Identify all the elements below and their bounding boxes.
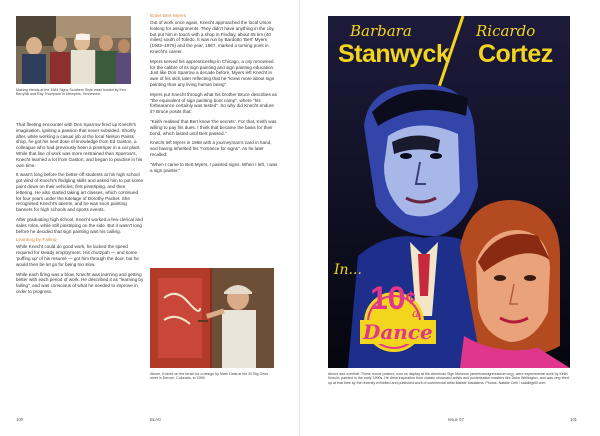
paragraph: That fleeting encounter with Don Sparrow fired up Knecht's imagination, igniting a passion that never subsided. Shortly after, while working a casual job at the local Nelson Paints shop, he got his next dose of knowledge from Ed Gaston, a colleague who had previously been a pinstriper in a car plant. While that line of work was more restrained than Sparrow's, Knecht learned a lot from Gaston, and began to practise in his own time. bbox=[16, 122, 143, 168]
column-2-text bbox=[150, 14, 278, 177]
right-page bbox=[300, 0, 600, 436]
poster-ten-number: 10 bbox=[370, 280, 406, 316]
crowd-photo bbox=[16, 16, 131, 84]
bottom-photo-caption: Above, Knecht on the brush for a design by Mark Oatis at the 20 Big Ones meet in Denver, Colorado, in 1995. bbox=[150, 372, 269, 381]
enter-bert-myers-heading: Enter Bert Myers bbox=[150, 14, 186, 19]
paragraph: Out of work once again, Knecht approached the local Union looking for assignments. They didn't have anything in the city, but put him in touch with a shop in Findlay, about 65 km (40 miles) south of Toledo. It was run by Bardotto 'Bert' Myers (1902–1975) and the year, 1967, marked a turning point in Knecht's career. bbox=[150, 20, 275, 54]
poster-dance-word: Dance bbox=[360, 320, 436, 344]
quote-paragraph: "When I came to Bert Myers, I painted signs. When I left, I was a sign painter." bbox=[150, 161, 278, 173]
paragraph: Knecht left Myers in 1968 with a journeyman's card in hand, and having inherited his "romance for signs". As he later recalled: bbox=[150, 140, 272, 157]
poster-name-2-first: Ricardo bbox=[476, 22, 536, 40]
painter-photo bbox=[150, 268, 274, 368]
poster-name-1-first: Barbara bbox=[350, 22, 412, 40]
poster-tagline-in: In... bbox=[334, 262, 362, 278]
poster-ten bbox=[370, 282, 416, 314]
page-number-left: 100 bbox=[16, 417, 23, 422]
poster-cent-symbol: ¢ bbox=[405, 288, 416, 308]
movie-poster bbox=[328, 16, 570, 368]
top-photo-caption: Making friends at the 1984 Signs Southern Style meet hosted by Ken Berryhill and Ray Thompson in Memphis, Tennessee. bbox=[16, 88, 126, 97]
learning-by-failing-heading: Learning by Failing bbox=[16, 238, 57, 244]
column-1-text bbox=[16, 122, 144, 299]
paragraph: Myers put Knecht through what his brother Bruce describes as "the equivalent of sign painting boot camp", where "his forbearance certainly was tested". So why did Knecht endure it? Bruce posits that: bbox=[150, 91, 277, 115]
poster-caption: Above and overleaf: These movie posters, now on display at the American Sign Museum (americansignmuseum.org), were experimental work by Keith Knecht, painted in the early 1990s. He drew inspiration from classic showcard artists and posterisation masters like Duke Wellington, and was very fired up at that time by the recently exhibited and published work of commercial artist Batiste Madalena. Photos: Natalie Celli / nataliegrilli.com bbox=[328, 372, 569, 385]
paragraph: After graduating high school, Knecht worked a few clerical and sales roles, while still pinstriping on the side. But it wasn't long before he decided that sign painting was his calling. bbox=[16, 216, 143, 234]
poster-a-word: a bbox=[412, 306, 420, 320]
page-number-right: 101 bbox=[570, 417, 577, 422]
paragraph: Myers served his apprenticeship in Chicago, a city renowned for the calibre of its sign painting and sign painting education. Just like Don Sparrow a decade before, Myers left Knecht in awe of his skill, later reflecting that he "knew more about sign painting than any living human being". bbox=[150, 58, 275, 87]
poster-name-1-last: Stanwyck bbox=[338, 40, 450, 68]
paragraph: While Knecht could do good work, he lacked the speed required for steady employment. His chutzpah — and some 'puffing up' of his resumé — got him through the door, but he would then be let go for being too slow. bbox=[16, 244, 139, 267]
paragraph: While each firing was a blow, Knecht was learning and getting better with each period of work. He described it as "learning by failing", and was conscious of what he needed to improve in order to progress. bbox=[16, 271, 144, 294]
quote-paragraph: "Keith realised that Bert knew 'the secrets'. For that, Keith was willing to pay his dues. I think that became the basis for their bond, which lasted until Bert passed." bbox=[150, 118, 277, 136]
paragraph: It wasn't long before the better-off students at his high school got wind of Knecht's fledgling skills and asked him to put some paint down on their vehicles; first pinstriping, and then lettering. He also started taking art classes, which continued for four years under the tutelage of Dorothy Packer. She recognised Knecht's talents, and he was soon painting banners for high schools and sports events. bbox=[16, 172, 144, 213]
poster-name-2-last: Cortez bbox=[478, 40, 553, 68]
issue-label: Issue 07 bbox=[448, 417, 464, 422]
magazine-title: BLAG bbox=[150, 417, 162, 422]
